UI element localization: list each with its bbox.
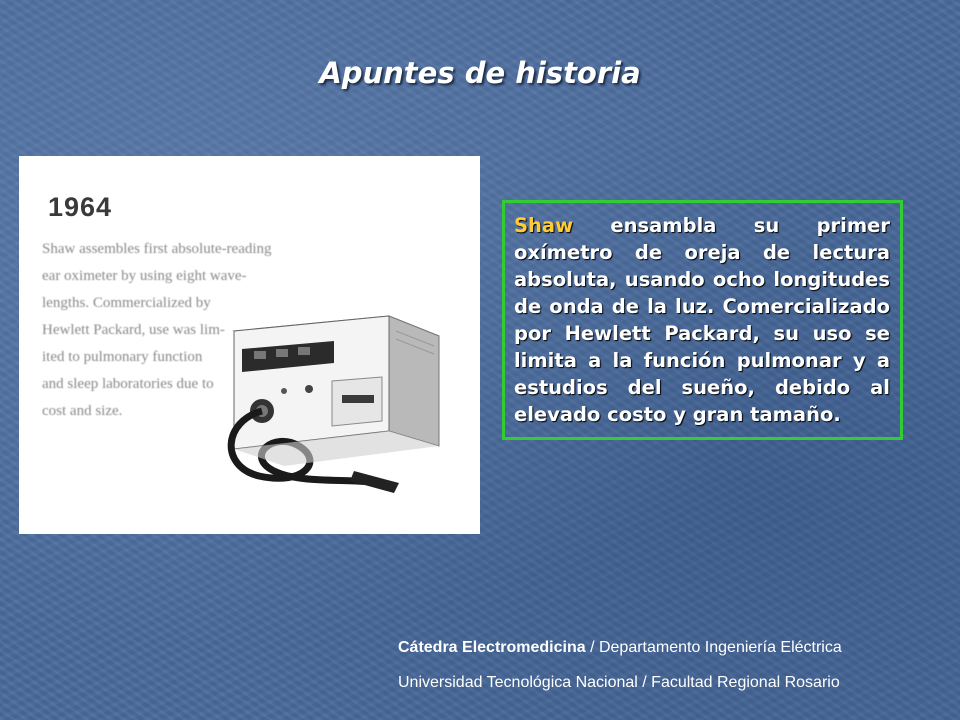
photo-year: 1964: [48, 192, 113, 222]
footer-line-1: [398, 639, 842, 657]
footer-line-2: Universidad Tecnológica Nacional / Facultad Regional Rosario: [398, 674, 840, 691]
photo-caption-line: ear oximeter by using eight wave-: [42, 268, 247, 284]
footer-department-rest: / Departamento Ingeniería Eléctrica: [585, 639, 842, 656]
slide-title: Apuntes de historia: [319, 56, 641, 90]
description-highlight: Shaw: [514, 214, 574, 237]
photo-caption-line: cost and size.: [42, 403, 123, 419]
photo-caption-line: and sleep laboratories due to: [42, 376, 214, 392]
photo-caption-line: ited to pulmonary function: [42, 349, 203, 365]
photo-caption-line: lengths. Commercialized by: [42, 295, 211, 311]
footer-department-bold: Cátedra Electromedicina: [398, 639, 586, 656]
oximeter-device-illustration: [214, 271, 464, 501]
description-box: [502, 200, 903, 440]
historical-photo: [19, 156, 480, 534]
photo-caption-line: Shaw assembles first absolute-reading: [42, 241, 272, 257]
photo-caption-line: Hewlett Packard, use was lim-: [42, 322, 225, 338]
description-text: ensambla su primer oxímetro de oreja de lectura absoluta, usando ocho longitudes de onda de la luz. Comercializado por Hewlett Packard, su uso se limita a la función pulmonar y a estudios del sueño, debido al elevado costo y gran tamaño.: [514, 214, 890, 426]
